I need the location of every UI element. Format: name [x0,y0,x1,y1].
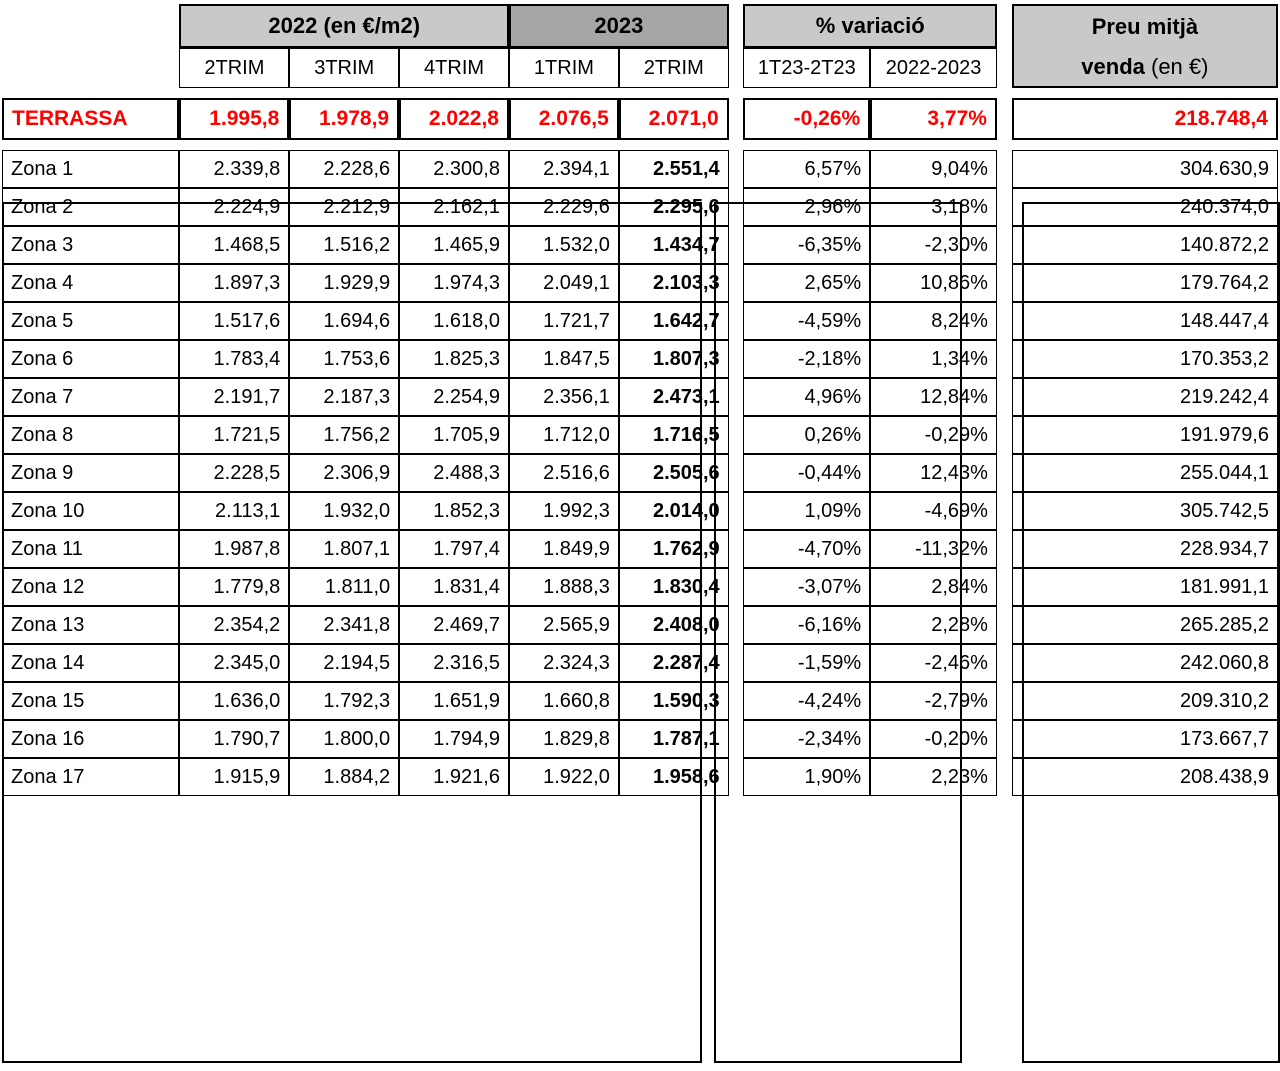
row-label: Zona 13 [2,606,179,644]
row-1trim-2023: 2.324,3 [509,644,619,682]
row-2trim-2022: 1.636,0 [179,682,289,720]
header-group-2022: 2022 (en €/m2) [179,4,509,48]
total-2trim-2023: 2.071,0 [619,98,729,140]
table-row [2,644,1278,682]
table-row [2,530,1278,568]
row-2trim-2022: 1.721,5 [179,416,289,454]
row-2trim-2022: 2.339,8 [179,150,289,188]
row-var-1t23-2t23: 2,96% [743,188,870,226]
row-label: Zona 14 [2,644,179,682]
row-2trim-2023: 2.551,4 [619,150,729,188]
gap-6 [997,98,1012,140]
row-label: Zona 16 [2,720,179,758]
row-4trim-2022: 1.921,6 [399,758,509,796]
row-1trim-2023: 2.356,1 [509,378,619,416]
row-4trim-2022: 2.300,8 [399,150,509,188]
row-var-2022-2023: 2,28% [870,606,997,644]
header-col-2trim-2023: 2TRIM [619,48,729,88]
row-price: 209.310,2 [1012,682,1278,720]
row-1trim-2023: 1.922,0 [509,758,619,796]
row-2trim-2023: 1.434,7 [619,226,729,264]
row-2trim-2023: 2.473,1 [619,378,729,416]
gap-5 [729,98,744,140]
row-2trim-2022: 1.783,4 [179,340,289,378]
row-1trim-2023: 2.229,6 [509,188,619,226]
row-var-1t23-2t23: -4,24% [743,682,870,720]
table-row [2,758,1278,796]
row-1trim-2023: 1.849,9 [509,530,619,568]
row-1trim-2023: 1.992,3 [509,492,619,530]
header-sub-row [2,48,1278,88]
row-3trim-2022: 1.929,9 [289,264,399,302]
row-4trim-2022: 2.469,7 [399,606,509,644]
row-2trim-2022: 2.113,1 [179,492,289,530]
row-var-2022-2023: 9,04% [870,150,997,188]
row-label: Zona 4 [2,264,179,302]
row-var-2022-2023: -0,29% [870,416,997,454]
row-label: Zona 15 [2,682,179,720]
row-var-1t23-2t23: -6,35% [743,226,870,264]
row-label: Zona 10 [2,492,179,530]
row-var-2022-2023: -0,20% [870,720,997,758]
row-2trim-2022: 2.345,0 [179,644,289,682]
row-1trim-2023: 2.394,1 [509,150,619,188]
row-price: 140.872,2 [1012,226,1278,264]
row-2trim-2022: 2.224,9 [179,188,289,226]
row-price: 191.979,6 [1012,416,1278,454]
row-label: Zona 1 [2,150,179,188]
row-var-2022-2023: -2,30% [870,226,997,264]
header-col-var-1t23-2t23: 1T23-2T23 [743,48,870,88]
row-2trim-2023: 2.408,0 [619,606,729,644]
row-2trim-2022: 1.790,7 [179,720,289,758]
row-var-1t23-2t23: 0,26% [743,416,870,454]
total-label: TERRASSA [2,98,179,140]
corner-blank [2,4,179,48]
row-var-1t23-2t23: -4,70% [743,530,870,568]
row-4trim-2022: 1.852,3 [399,492,509,530]
row-4trim-2022: 2.488,3 [399,454,509,492]
row-var-2022-2023: 1,34% [870,340,997,378]
row-3trim-2022: 1.811,0 [289,568,399,606]
row-2trim-2022: 1.897,3 [179,264,289,302]
row-price: 179.764,2 [1012,264,1278,302]
row-3trim-2022: 2.212,9 [289,188,399,226]
corner-blank-2 [2,48,179,88]
row-var-1t23-2t23: 1,09% [743,492,870,530]
row-4trim-2022: 1.974,3 [399,264,509,302]
row-1trim-2023: 1.660,8 [509,682,619,720]
row-3trim-2022: 1.800,0 [289,720,399,758]
header-price-line2 [1012,48,1278,88]
row-var-2022-2023: -2,46% [870,644,997,682]
row-var-2022-2023: 2,84% [870,568,997,606]
row-label: Zona 9 [2,454,179,492]
row-var-1t23-2t23: -2,34% [743,720,870,758]
header-col-2trim-2022: 2TRIM [179,48,289,88]
table-row [2,492,1278,530]
row-3trim-2022: 2.194,5 [289,644,399,682]
table-body [2,4,1278,796]
row-price: 173.667,7 [1012,720,1278,758]
row-var-2022-2023: 12,84% [870,378,997,416]
header-group-2023: 2023 [509,4,729,48]
row-var-1t23-2t23: -3,07% [743,568,870,606]
row-var-1t23-2t23: 1,90% [743,758,870,796]
row-3trim-2022: 1.792,3 [289,682,399,720]
header-price-line1: Preu mitjà [1012,4,1278,48]
row-price: 240.374,0 [1012,188,1278,226]
row-var-1t23-2t23: -1,59% [743,644,870,682]
row-var-2022-2023: 2,23% [870,758,997,796]
row-price: 208.438,9 [1012,758,1278,796]
row-label: Zona 11 [2,530,179,568]
row-3trim-2022: 1.753,6 [289,340,399,378]
row-3trim-2022: 2.306,9 [289,454,399,492]
row-var-1t23-2t23: 4,96% [743,378,870,416]
row-2trim-2023: 1.590,3 [619,682,729,720]
table-row [2,264,1278,302]
row-var-2022-2023: -4,69% [870,492,997,530]
header-price-line2-bold: venda [1081,54,1145,80]
total-4trim-2022: 2.022,8 [399,98,509,140]
row-2trim-2023: 2.103,3 [619,264,729,302]
total-3trim-2022: 1.978,9 [289,98,399,140]
row-1trim-2023: 1.847,5 [509,340,619,378]
row-price: 304.630,9 [1012,150,1278,188]
row-var-2022-2023: 3,18% [870,188,997,226]
header-group-row [2,4,1278,48]
row-4trim-2022: 2.254,9 [399,378,509,416]
table-row [2,340,1278,378]
row-2trim-2022: 2.354,2 [179,606,289,644]
header-col-4trim-2022: 4TRIM [399,48,509,88]
row-price: 170.353,2 [1012,340,1278,378]
row-2trim-2023: 1.642,7 [619,302,729,340]
row-price: 228.934,7 [1012,530,1278,568]
row-2trim-2023: 2.295,6 [619,188,729,226]
table-row [2,188,1278,226]
row-1trim-2023: 1.532,0 [509,226,619,264]
row-2trim-2023: 1.830,4 [619,568,729,606]
row-var-1t23-2t23: -6,16% [743,606,870,644]
row-price: 181.991,1 [1012,568,1278,606]
header-col-1trim-2023: 1TRIM [509,48,619,88]
row-label: Zona 17 [2,758,179,796]
row-1trim-2023: 1.888,3 [509,568,619,606]
price-table-sheet [0,4,1280,1071]
row-label: Zona 2 [2,188,179,226]
header-col-var-2022-2023: 2022-2023 [870,48,997,88]
total-var-2022-2023: 3,77% [870,98,997,140]
row-label: Zona 7 [2,378,179,416]
row-price: 148.447,4 [1012,302,1278,340]
row-label: Zona 6 [2,340,179,378]
row-var-1t23-2t23: -2,18% [743,340,870,378]
row-1trim-2023: 2.516,6 [509,454,619,492]
row-var-2022-2023: 10,86% [870,264,997,302]
table-row [2,606,1278,644]
row-2trim-2023: 1.787,1 [619,720,729,758]
gap-3 [729,48,744,88]
row-1trim-2023: 1.721,7 [509,302,619,340]
row-3trim-2022: 1.694,6 [289,302,399,340]
row-2trim-2022: 2.191,7 [179,378,289,416]
row-1trim-2023: 2.565,9 [509,606,619,644]
row-price: 305.742,5 [1012,492,1278,530]
row-2trim-2023: 1.716,5 [619,416,729,454]
header-price-line2-rest: (en €) [1144,54,1209,80]
row-3trim-2022: 2.187,3 [289,378,399,416]
row-2trim-2022: 1.915,9 [179,758,289,796]
row-2trim-2022: 2.228,5 [179,454,289,492]
row-2trim-2023: 2.505,6 [619,454,729,492]
row-label: Zona 8 [2,416,179,454]
row-4trim-2022: 2.316,5 [399,644,509,682]
row-var-2022-2023: -2,79% [870,682,997,720]
row-3trim-2022: 1.756,2 [289,416,399,454]
table-row [2,150,1278,188]
row-label: Zona 5 [2,302,179,340]
row-3trim-2022: 1.932,0 [289,492,399,530]
price-table [2,4,1278,796]
row-4trim-2022: 1.794,9 [399,720,509,758]
row-3trim-2022: 1.516,2 [289,226,399,264]
gap-1 [729,4,744,48]
table-row [2,302,1278,340]
row-2trim-2023: 1.807,3 [619,340,729,378]
row-var-2022-2023: 12,43% [870,454,997,492]
header-group-variation: % variació [743,4,997,48]
gap-4 [997,48,1012,88]
row-price: 265.285,2 [1012,606,1278,644]
total-2trim-2022: 1.995,8 [179,98,289,140]
row-1trim-2023: 2.049,1 [509,264,619,302]
table-row [2,416,1278,454]
row-3trim-2022: 2.341,8 [289,606,399,644]
table-row-total [2,98,1278,140]
row-3trim-2022: 1.807,1 [289,530,399,568]
total-1trim-2023: 2.076,5 [509,98,619,140]
spacer-after-total [2,140,1278,150]
row-1trim-2023: 1.829,8 [509,720,619,758]
table-row [2,568,1278,606]
row-4trim-2022: 1.797,4 [399,530,509,568]
row-2trim-2023: 1.958,6 [619,758,729,796]
row-var-1t23-2t23: 2,65% [743,264,870,302]
row-var-2022-2023: -11,32% [870,530,997,568]
row-label: Zona 12 [2,568,179,606]
row-4trim-2022: 1.651,9 [399,682,509,720]
row-var-1t23-2t23: 6,57% [743,150,870,188]
row-label: Zona 3 [2,226,179,264]
row-var-1t23-2t23: -0,44% [743,454,870,492]
spacer-after-header [2,88,1278,98]
row-2trim-2022: 1.987,8 [179,530,289,568]
row-4trim-2022: 2.162,1 [399,188,509,226]
header-col-3trim-2022: 3TRIM [289,48,399,88]
row-2trim-2023: 1.762,9 [619,530,729,568]
table-row [2,720,1278,758]
row-3trim-2022: 1.884,2 [289,758,399,796]
table-row [2,682,1278,720]
row-4trim-2022: 1.618,0 [399,302,509,340]
table-row [2,226,1278,264]
row-2trim-2023: 2.014,0 [619,492,729,530]
row-1trim-2023: 1.712,0 [509,416,619,454]
row-2trim-2022: 1.517,6 [179,302,289,340]
row-4trim-2022: 1.825,3 [399,340,509,378]
table-row [2,378,1278,416]
row-4trim-2022: 1.705,9 [399,416,509,454]
total-var-1t23-2t23: -0,26% [743,98,870,140]
gap-2 [997,4,1012,48]
row-price: 242.060,8 [1012,644,1278,682]
total-price: 218.748,4 [1012,98,1278,140]
row-3trim-2022: 2.228,6 [289,150,399,188]
row-2trim-2022: 1.468,5 [179,226,289,264]
row-price: 219.242,4 [1012,378,1278,416]
row-4trim-2022: 1.831,4 [399,568,509,606]
row-4trim-2022: 1.465,9 [399,226,509,264]
row-2trim-2023: 2.287,4 [619,644,729,682]
row-price: 255.044,1 [1012,454,1278,492]
row-var-2022-2023: 8,24% [870,302,997,340]
table-row [2,454,1278,492]
row-var-1t23-2t23: -4,59% [743,302,870,340]
row-2trim-2022: 1.779,8 [179,568,289,606]
